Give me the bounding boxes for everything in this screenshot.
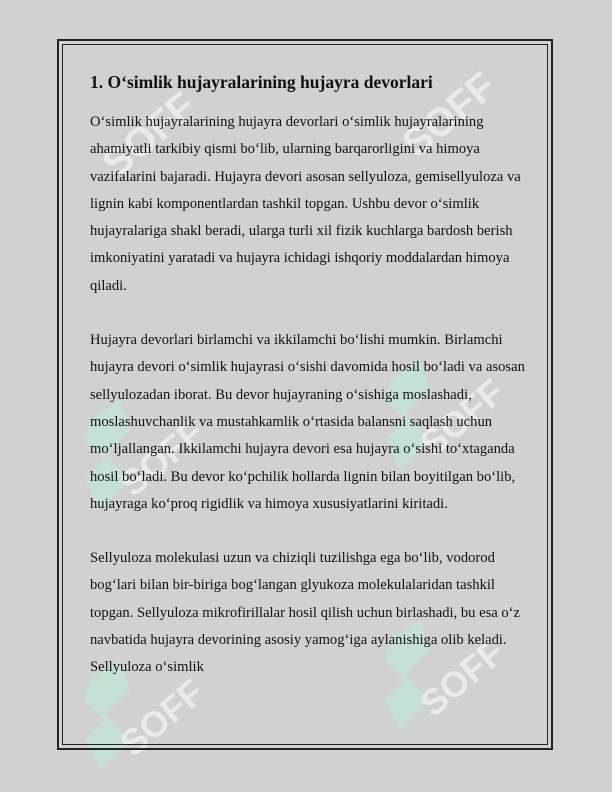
paragraph: Sellyuloza molekulasi uzun va chiziqli tuzilishga ega bo‘lib, vodorod bog‘lari bilan bir-biriga bog‘langan glyukoza molekulalaridan tashkil topgan. Sellyuloza mikrofirillalar hosil qilish uchun birlashadi, bu esa o‘z navbatida hujayra devorining asosiy yamog‘iga aylanishiga olib keladi. Sellyuloza o‘simlik xyxy=(90,550,521,676)
svg-text:SOFF: SOFF xyxy=(412,631,512,725)
svg-text:SOFF: SOFF xyxy=(394,64,505,167)
svg-text:SOFF: SOFF xyxy=(112,411,212,505)
paragraph: O‘simlik hujayralarining hujayra devorlari o‘simlik hujayralarining ahamiyatli tarkibiy qismi bo‘lib, ularning barqarorligini va himoya vazifalarini bajaradi. Hujayra devori asosan sellyuloza, gemisellyuloza va lignin kabi komponentlardan tashkil topgan. Ushbu devor o‘simlik hujayralariga shakl beradi, ularga turli xil fizik kuchlarga bardosh berish imkoniyatini yaratadi va hujayra ichidagi ishqoriy moddalardan himoya qiladi. xyxy=(90,114,521,294)
watermark-text: SOFF xyxy=(94,84,205,187)
document-body xyxy=(90,70,530,709)
paragraph: Hujayra devorlari birlamchi va ikkilamchi bo‘lishi mumkin. Birlamchi hujayra devori o‘simlik hujayrasi o‘sishi davomida hosil bo‘ladi va asosan sellyulozadan iborat. Bu devor hujayraning o‘sishiga moslashadi, moslashuvchanlik va mustahkamlik o‘rtasida balansni saqlash uchun mo‘ljallangan. Ikkilamchi hujayra devori esa hujayra o‘sishi to‘xtaganda hosil bo‘ladi. Bu devor ko‘pchilik hollarda lignin bilan boyitilgan bo‘lib, hujayraga ko‘proq rigidlik va himoya xususiyatlarini kiritadi. xyxy=(90,332,525,512)
section-heading: 1. O‘simlik hujayralarining hujayra devorlari xyxy=(90,72,433,92)
svg-text:SOFF: SOFF xyxy=(112,671,212,765)
svg-text:SOFF: SOFF xyxy=(412,371,512,465)
